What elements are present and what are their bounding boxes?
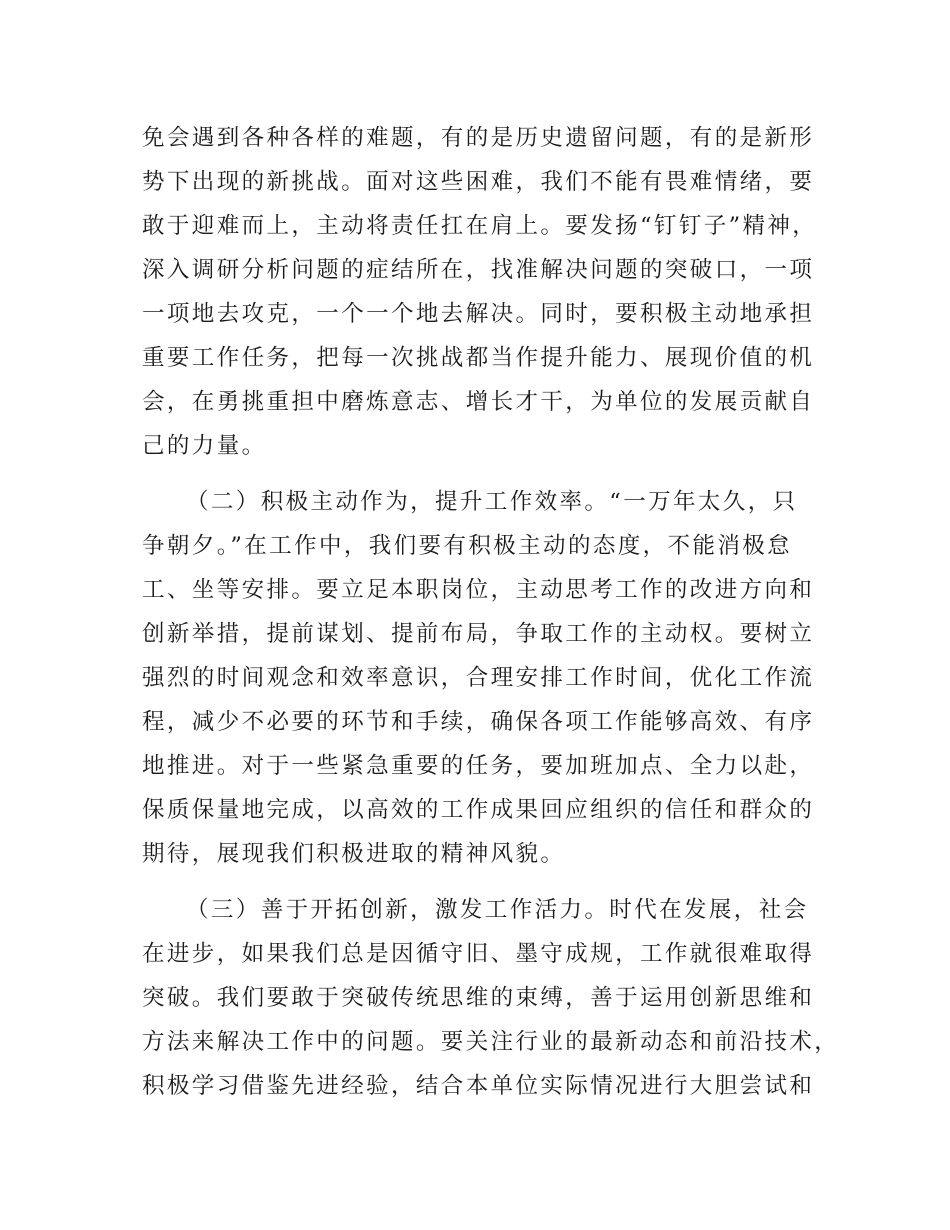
- text-line: 积极学习借鉴先进经验，结合本单位实际情况进行大胆尝试和: [142, 1073, 815, 1099]
- text-line: 免会遇到各种各样的难题，有的是历史遗留问题，有的是新形: [142, 125, 815, 151]
- text-line: 方法来解决工作中的问题。要关注行业的最新动态和前沿技术，: [142, 1029, 840, 1055]
- paragraph-3: [142, 888, 840, 1108]
- text-line: 工、坐等安排。要立足本职岗位，主动思考工作的改进方向和: [142, 577, 815, 603]
- text-line: 争朝夕。”在工作中，我们要有积极主动的态度，不能消极怠: [142, 533, 793, 559]
- text-line: 深入调研分析问题的症结所在，找准解决问题的突破口，一项: [142, 257, 815, 283]
- text-line: 重要工作任务，把每一次挑战都当作提升能力、展现价值的机: [142, 345, 815, 371]
- text-line: 会，在勇挑重担中磨炼意志、增长才干，为单位的发展贡献自: [142, 389, 815, 415]
- paragraph-1: [142, 116, 818, 468]
- text-line: 期待，展现我们积极进取的精神风貌。: [142, 841, 566, 867]
- text-line: 己的力量。: [142, 433, 267, 459]
- text-line: 一项地去攻克，一个一个地去解决。同时，要积极主动地承担: [142, 301, 815, 327]
- text-line-first: （二）积极主动作为，提升工作效率。“一万年太久，只: [186, 489, 798, 515]
- text-line: 突破。我们要敢于突破传统思维的束缚，善于运用创新思维和: [142, 985, 815, 1011]
- text-line: 敢于迎难而上，主动将责任扛在肩上。要发扬“钉钉子”精神，: [142, 213, 818, 239]
- text-line-first: （三）善于开拓创新，激发工作活力。时代在发展，社会: [186, 897, 809, 923]
- text-line: 势下出现的新挑战。面对这些困难，我们不能有畏难情绪，要: [142, 169, 815, 195]
- paragraph-2: [142, 480, 815, 876]
- text-line: 在进步，如果我们总是因循守旧、墨守成规，工作就很难取得: [142, 941, 815, 967]
- text-line: 创新举措，提前谋划、提前布局，争取工作的主动权。要树立: [142, 621, 815, 647]
- text-line: 保质保量地完成，以高效的工作成果回应组织的信任和群众的: [142, 797, 815, 823]
- text-line: 程，减少不必要的环节和手续，确保各项工作能够高效、有序: [142, 709, 815, 735]
- text-line: 强烈的时间观念和效率意识，合理安排工作时间，优化工作流: [142, 665, 815, 691]
- text-line: 地推进。对于一些紧急重要的任务，要加班加点、全力以赴，: [142, 753, 815, 779]
- document-body: [142, 116, 840, 1108]
